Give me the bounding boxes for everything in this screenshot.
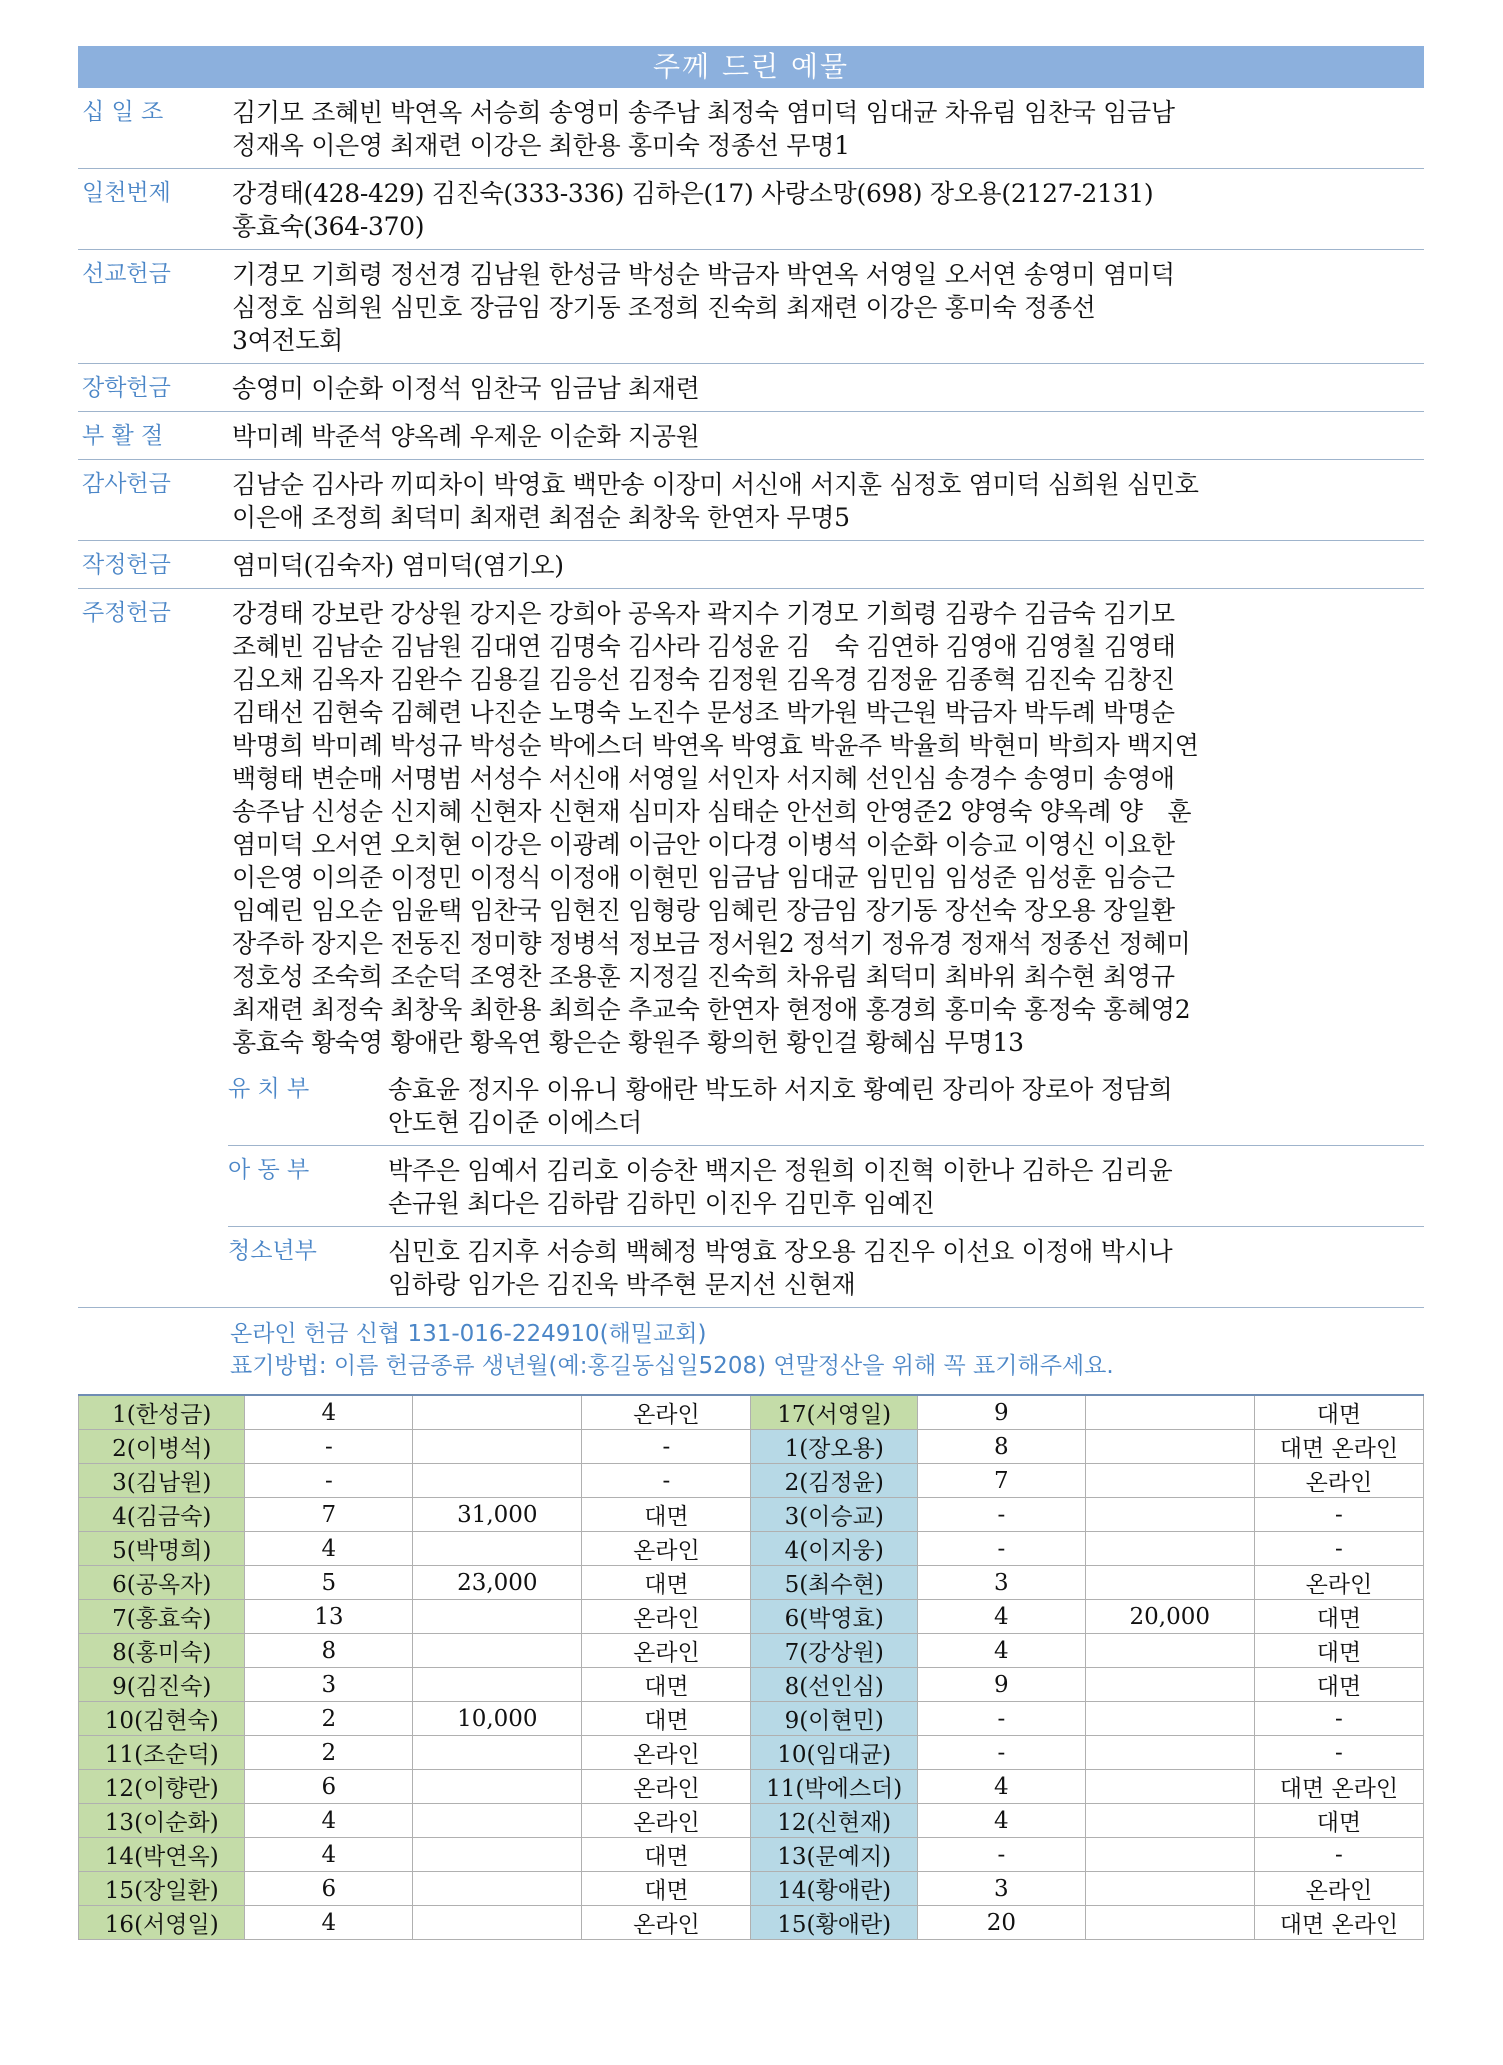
table-cell-r-amount: 20,000 — [1085, 1600, 1254, 1634]
names-line: 강경태 강보란 강상원 강지은 강희아 공옥자 곽지수 기경모 기희령 김광수 김금숙 김기모 — [232, 599, 1175, 628]
table-cell-r-amount — [1085, 1804, 1254, 1838]
section-label: 부 활 절 — [82, 423, 164, 449]
table-cell-l-type: 온라인 — [582, 1395, 751, 1430]
table-cell-r-type: 온라인 — [1254, 1566, 1423, 1600]
table-cell-l-amount — [413, 1430, 582, 1464]
table-cell-r-name: 5(최수현) — [751, 1566, 917, 1600]
offering-section — [78, 541, 1424, 589]
names-line: 박미례 박준석 양옥례 우제운 이순화 지공원 — [232, 422, 700, 451]
table-cell-l-amount — [413, 1464, 582, 1498]
table-row — [79, 1872, 1424, 1906]
names-line: 박주은 임예서 김리호 이승찬 백지은 정원희 이진혁 이한나 김하은 김리윤 — [388, 1156, 1173, 1185]
table-cell-l-count: 4 — [245, 1532, 413, 1566]
table-cell-r-amount — [1085, 1872, 1254, 1906]
table-cell-r-count: 8 — [917, 1430, 1085, 1464]
table-cell-r-type: 대면 — [1254, 1600, 1423, 1634]
table-cell-l-amount — [413, 1770, 582, 1804]
table-cell-r-name: 11(박에스더) — [751, 1770, 917, 1804]
table-cell-r-type: 온라인 — [1254, 1464, 1423, 1498]
table-cell-l-type: 온라인 — [582, 1634, 751, 1668]
table-cell-r-amount — [1085, 1702, 1254, 1736]
online-account-line: 온라인 헌금 신협 131-016-224910(해밀교회) — [230, 1321, 707, 1347]
table-cell-l-count: 2 — [245, 1702, 413, 1736]
table-cell-l-type: 대면 — [582, 1668, 751, 1702]
table-cell-r-count: 3 — [917, 1872, 1085, 1906]
offering-section — [78, 250, 1424, 364]
names-line: 심정호 심희원 심민호 장금임 장기동 조정희 진숙희 최재련 이강은 홍미숙 정종선 — [232, 293, 1096, 322]
table-cell-r-type: - — [1254, 1532, 1423, 1566]
names-line: 심민호 김지후 서승희 백혜정 박영효 장오용 김진우 이선요 이정애 박시나 — [388, 1237, 1173, 1266]
table-cell-r-amount — [1085, 1498, 1254, 1532]
table-row — [79, 1906, 1424, 1940]
table-cell-l-amount — [413, 1634, 582, 1668]
table-row — [79, 1770, 1424, 1804]
section-names — [232, 177, 1424, 243]
table-cell-l-count: 2 — [245, 1736, 413, 1770]
names-line: 염미덕(김숙자) 염미덕(염기오) — [232, 551, 564, 580]
table-cell-l-name: 4(김금숙) — [79, 1498, 245, 1532]
table-cell-r-amount — [1085, 1736, 1254, 1770]
section-names — [232, 258, 1424, 357]
names-line: 염미덕 오서연 오치현 이강은 이광례 이금안 이다경 이병석 이순화 이승교 이영신 이요한 — [232, 830, 1175, 859]
table-cell-r-count: 4 — [917, 1600, 1085, 1634]
table-cell-r-name: 3(이승교) — [751, 1498, 917, 1532]
table-cell-r-type: - — [1254, 1736, 1423, 1770]
department-sections — [78, 1065, 1424, 1308]
section-label: 장학헌금 — [82, 375, 171, 401]
table-row — [79, 1702, 1424, 1736]
names-line: 김오채 김옥자 김완수 김용길 김응선 김정숙 김정원 김옥경 김정윤 김종혁 김진숙 김창진 — [232, 665, 1175, 694]
table-cell-r-name: 10(임대균) — [751, 1736, 917, 1770]
table-cell-l-count: 3 — [245, 1668, 413, 1702]
table-cell-l-count: 5 — [245, 1566, 413, 1600]
table-cell-l-name: 2(이병석) — [79, 1430, 245, 1464]
table-cell-l-name: 9(김진숙) — [79, 1668, 245, 1702]
department-section — [228, 1065, 1424, 1145]
offering-document — [78, 46, 1424, 1940]
department-label: 청소년부 — [228, 1238, 317, 1264]
names-line: 홍효숙(364-370) — [232, 212, 425, 241]
table-cell-l-amount — [413, 1736, 582, 1770]
table-cell-l-name: 8(홍미숙) — [79, 1634, 245, 1668]
table-cell-r-type: 대면 온라인 — [1254, 1430, 1423, 1464]
names-line: 이은영 이의준 이정민 이정식 이정애 이현민 임금남 임대균 임민임 임성준 임성훈 임승근 — [232, 863, 1175, 892]
section-names — [232, 420, 1424, 453]
section-label: 십 일 조 — [82, 99, 164, 125]
table-cell-l-type: 대면 — [582, 1566, 751, 1600]
table-cell-r-amount — [1085, 1634, 1254, 1668]
table-cell-l-amount — [413, 1600, 582, 1634]
department-names — [388, 1235, 1424, 1301]
table-cell-l-count: - — [245, 1430, 413, 1464]
department-section — [228, 1145, 1424, 1226]
names-line: 송영미 이순화 이정석 임찬국 임금남 최재련 — [232, 374, 700, 403]
table-cell-l-type: 온라인 — [582, 1600, 751, 1634]
table-cell-l-amount — [413, 1804, 582, 1838]
names-line: 홍효숙 황숙영 황애란 황옥연 황은순 황원주 황의헌 황인걸 황혜심 무명13 — [232, 1028, 1024, 1057]
names-line: 임예린 임오순 임윤택 임찬국 임현진 임형랑 임혜린 장금임 장기동 장선숙 장오용 장일환 — [232, 896, 1175, 925]
table-cell-r-count: - — [917, 1532, 1085, 1566]
offering-section — [78, 88, 1424, 169]
table-row — [79, 1395, 1424, 1430]
names-line: 최재련 최정숙 최창욱 최한용 최희순 추교숙 한연자 현정애 홍경희 홍미숙 홍정숙 홍혜영2 — [232, 995, 1191, 1024]
table-row — [79, 1804, 1424, 1838]
table-cell-l-name: 6(공옥자) — [79, 1566, 245, 1600]
names-line: 박명희 박미례 박성규 박성순 박에스더 박연옥 박영효 박윤주 박율희 박현미 박희자 백지연 — [232, 731, 1199, 760]
table-cell-l-type: - — [582, 1430, 751, 1464]
table-cell-l-count: 13 — [245, 1600, 413, 1634]
table-cell-l-count: - — [245, 1464, 413, 1498]
table-cell-l-count: 6 — [245, 1872, 413, 1906]
section-label: 작정헌금 — [82, 552, 171, 578]
table-cell-l-name: 5(박명희) — [79, 1532, 245, 1566]
table-cell-r-type: 대면 — [1254, 1395, 1423, 1430]
offering-section — [78, 412, 1424, 460]
table-cell-l-count: 8 — [245, 1634, 413, 1668]
table-cell-l-count: 4 — [245, 1906, 413, 1940]
section-label: 일천번제 — [82, 180, 171, 206]
table-cell-r-count: 4 — [917, 1634, 1085, 1668]
offering-section — [78, 589, 1424, 1065]
section-names — [232, 372, 1424, 405]
table-row — [79, 1532, 1424, 1566]
names-line: 김기모 조혜빈 박연옥 서승희 송영미 송주남 최정숙 염미덕 임대균 차유림 임찬국 임금남 — [232, 98, 1175, 127]
table-cell-l-amount: 10,000 — [413, 1702, 582, 1736]
table-cell-r-amount — [1085, 1838, 1254, 1872]
table-cell-r-type: - — [1254, 1498, 1423, 1532]
table-cell-l-type: 대면 — [582, 1872, 751, 1906]
table-cell-r-type: 대면 온라인 — [1254, 1906, 1423, 1940]
table-cell-r-name: 1(장오용) — [751, 1430, 917, 1464]
table-cell-l-type: 온라인 — [582, 1804, 751, 1838]
table-cell-r-count: 3 — [917, 1566, 1085, 1600]
names-line: 김태선 김현숙 김혜련 나진순 노명숙 노진수 문성조 박가원 박근원 박금자 박두례 박명순 — [232, 698, 1175, 727]
table-row — [79, 1498, 1424, 1532]
table-cell-l-type: 대면 — [582, 1702, 751, 1736]
table-row — [79, 1736, 1424, 1770]
table-row — [79, 1600, 1424, 1634]
online-notation-line: 표기방법: 이름 헌금종류 생년월(예:홍길동십일5208) 연말정산을 위해 꼭 표기해주세요. — [230, 1353, 1114, 1379]
table-cell-r-amount — [1085, 1395, 1254, 1430]
section-names — [232, 96, 1424, 162]
table-cell-l-amount — [413, 1532, 582, 1566]
table-row — [79, 1464, 1424, 1498]
table-cell-r-amount — [1085, 1532, 1254, 1566]
table-cell-l-type: 온라인 — [582, 1770, 751, 1804]
table-cell-l-type: 대면 — [582, 1498, 751, 1532]
names-line: 김남순 김사라 끼띠차이 박영효 백만송 이장미 서신애 서지훈 심정호 염미덕 심희원 심민호 — [232, 470, 1199, 499]
table-cell-l-amount — [413, 1872, 582, 1906]
table-cell-l-count: 4 — [245, 1395, 413, 1430]
table-cell-r-name: 14(황애란) — [751, 1872, 917, 1906]
names-line: 3여전도회 — [232, 326, 344, 355]
table-cell-r-count: - — [917, 1702, 1085, 1736]
table-cell-r-type: 온라인 — [1254, 1872, 1423, 1906]
table-cell-r-name: 9(이현민) — [751, 1702, 917, 1736]
table-cell-r-name: 13(문예지) — [751, 1838, 917, 1872]
table-cell-l-amount: 23,000 — [413, 1566, 582, 1600]
names-line: 송효윤 정지우 이유니 황애란 박도하 서지호 황예린 장리아 장로아 정담희 — [388, 1075, 1173, 1104]
section-names — [232, 468, 1424, 534]
offering-section — [78, 169, 1424, 250]
table-cell-r-amount — [1085, 1464, 1254, 1498]
table-cell-r-amount — [1085, 1430, 1254, 1464]
offering-section — [78, 364, 1424, 412]
table-cell-r-name: 12(신현재) — [751, 1804, 917, 1838]
table-cell-l-name: 10(김현숙) — [79, 1702, 245, 1736]
table-cell-r-amount — [1085, 1566, 1254, 1600]
names-line: 기경모 기희령 정선경 김남원 한성금 박성순 박금자 박연옥 서영일 오서연 송영미 염미덕 — [232, 260, 1175, 289]
table-cell-l-amount — [413, 1668, 582, 1702]
names-line: 이은애 조정희 최덕미 최재련 최점순 최창욱 한연자 무명5 — [232, 503, 850, 532]
table-cell-l-type: 대면 — [582, 1838, 751, 1872]
names-line: 조혜빈 김남순 김남원 김대연 김명숙 김사라 김성윤 김 숙 김연하 김영애 김영칠 김영태 — [232, 632, 1176, 661]
table-cell-l-name: 1(한성금) — [79, 1395, 245, 1430]
section-label: 주정헌금 — [82, 600, 171, 626]
table-cell-r-count: 4 — [917, 1804, 1085, 1838]
table-cell-l-name: 11(조순덕) — [79, 1736, 245, 1770]
table-cell-l-count: 6 — [245, 1770, 413, 1804]
table-cell-r-amount — [1085, 1906, 1254, 1940]
section-names — [232, 597, 1424, 1059]
table-cell-l-name: 13(이순화) — [79, 1804, 245, 1838]
table-cell-r-type: 대면 — [1254, 1668, 1423, 1702]
offering-sections — [78, 88, 1424, 1065]
names-line: 송주남 신성순 신지혜 신현자 신현재 심미자 심태순 안선희 안영준2 양영숙 양옥례 양 훈 — [232, 797, 1192, 826]
table-cell-r-count: 9 — [917, 1395, 1085, 1430]
names-line: 임하랑 임가은 김진욱 박주현 문지선 신현재 — [388, 1270, 856, 1299]
table-cell-l-amount: 31,000 — [413, 1498, 582, 1532]
table-cell-r-name: 4(이지웅) — [751, 1532, 917, 1566]
page-title: 주께 드린 예물 — [78, 46, 1424, 88]
table-cell-r-type: - — [1254, 1838, 1423, 1872]
table-cell-r-amount — [1085, 1668, 1254, 1702]
names-line: 정호성 조숙희 조순덕 조영찬 조용훈 지정길 진숙희 차유림 최덕미 최바위 최수현 최영규 — [232, 962, 1175, 991]
table-cell-r-name: 7(강상원) — [751, 1634, 917, 1668]
names-line: 장주하 장지은 전동진 정미향 정병석 정보금 정서원2 정석기 정유경 정재석 정종선 정혜미 — [232, 929, 1191, 958]
table-cell-l-amount — [413, 1838, 582, 1872]
table-cell-l-name: 15(장일환) — [79, 1872, 245, 1906]
table-cell-r-name: 8(선인심) — [751, 1668, 917, 1702]
table-cell-r-count: 9 — [917, 1668, 1085, 1702]
table-row — [79, 1668, 1424, 1702]
department-label: 아 동 부 — [228, 1157, 310, 1183]
table-row — [79, 1566, 1424, 1600]
table-cell-r-name: 15(황애란) — [751, 1906, 917, 1940]
section-names — [232, 549, 1424, 582]
table-cell-l-count: 4 — [245, 1804, 413, 1838]
table-cell-r-type: 대면 온라인 — [1254, 1770, 1423, 1804]
table-cell-l-amount — [413, 1395, 582, 1430]
table-cell-l-name: 7(홍효숙) — [79, 1600, 245, 1634]
names-line: 안도현 김이준 이에스더 — [388, 1108, 642, 1137]
table-cell-r-count: - — [917, 1736, 1085, 1770]
department-names — [388, 1154, 1424, 1220]
names-line: 정재옥 이은영 최재련 이강은 최한용 홍미숙 정종선 무명1 — [232, 131, 850, 160]
table-cell-r-count: 20 — [917, 1906, 1085, 1940]
attendance-table — [78, 1394, 1424, 1940]
table-cell-l-type: 온라인 — [582, 1906, 751, 1940]
department-names — [388, 1073, 1424, 1139]
table-cell-r-name: 2(김정윤) — [751, 1464, 917, 1498]
table-cell-r-count: 4 — [917, 1770, 1085, 1804]
department-section — [228, 1226, 1424, 1307]
table-cell-l-type: - — [582, 1464, 751, 1498]
names-line: 백형태 변순매 서명범 서성수 서신애 서영일 서인자 서지혜 선인심 송경수 송영미 송영애 — [232, 764, 1175, 793]
table-cell-l-type: 온라인 — [582, 1736, 751, 1770]
table-cell-l-amount — [413, 1906, 582, 1940]
table-cell-r-type: 대면 — [1254, 1634, 1423, 1668]
offering-section — [78, 460, 1424, 541]
table-row — [79, 1634, 1424, 1668]
table-cell-r-amount — [1085, 1770, 1254, 1804]
department-label: 유 치 부 — [228, 1076, 310, 1102]
table-cell-r-count: - — [917, 1498, 1085, 1532]
table-cell-l-name: 12(이향란) — [79, 1770, 245, 1804]
table-cell-l-count: 4 — [245, 1838, 413, 1872]
names-line: 손규원 최다은 김하람 김하민 이진우 김민후 임예진 — [388, 1189, 935, 1218]
table-cell-r-type: - — [1254, 1702, 1423, 1736]
table-cell-r-type: 대면 — [1254, 1804, 1423, 1838]
table-cell-l-count: 7 — [245, 1498, 413, 1532]
names-line: 강경태(428-429) 김진숙(333-336) 김하은(17) 사랑소망(698) 장오용(2127-2131) — [232, 179, 1154, 208]
table-cell-l-name: 14(박연옥) — [79, 1838, 245, 1872]
table-row — [79, 1430, 1424, 1464]
table-cell-r-name: 17(서영일) — [751, 1395, 917, 1430]
table-row — [79, 1838, 1424, 1872]
table-cell-l-type: 온라인 — [582, 1532, 751, 1566]
section-label: 감사헌금 — [82, 471, 171, 497]
table-cell-l-name: 3(김남원) — [79, 1464, 245, 1498]
table-cell-l-name: 16(서영일) — [79, 1906, 245, 1940]
table-cell-r-name: 6(박영효) — [751, 1600, 917, 1634]
section-label: 선교헌금 — [82, 261, 171, 287]
table-cell-r-count: 7 — [917, 1464, 1085, 1498]
table-cell-r-count: - — [917, 1838, 1085, 1872]
online-offering-info — [230, 1308, 1424, 1390]
